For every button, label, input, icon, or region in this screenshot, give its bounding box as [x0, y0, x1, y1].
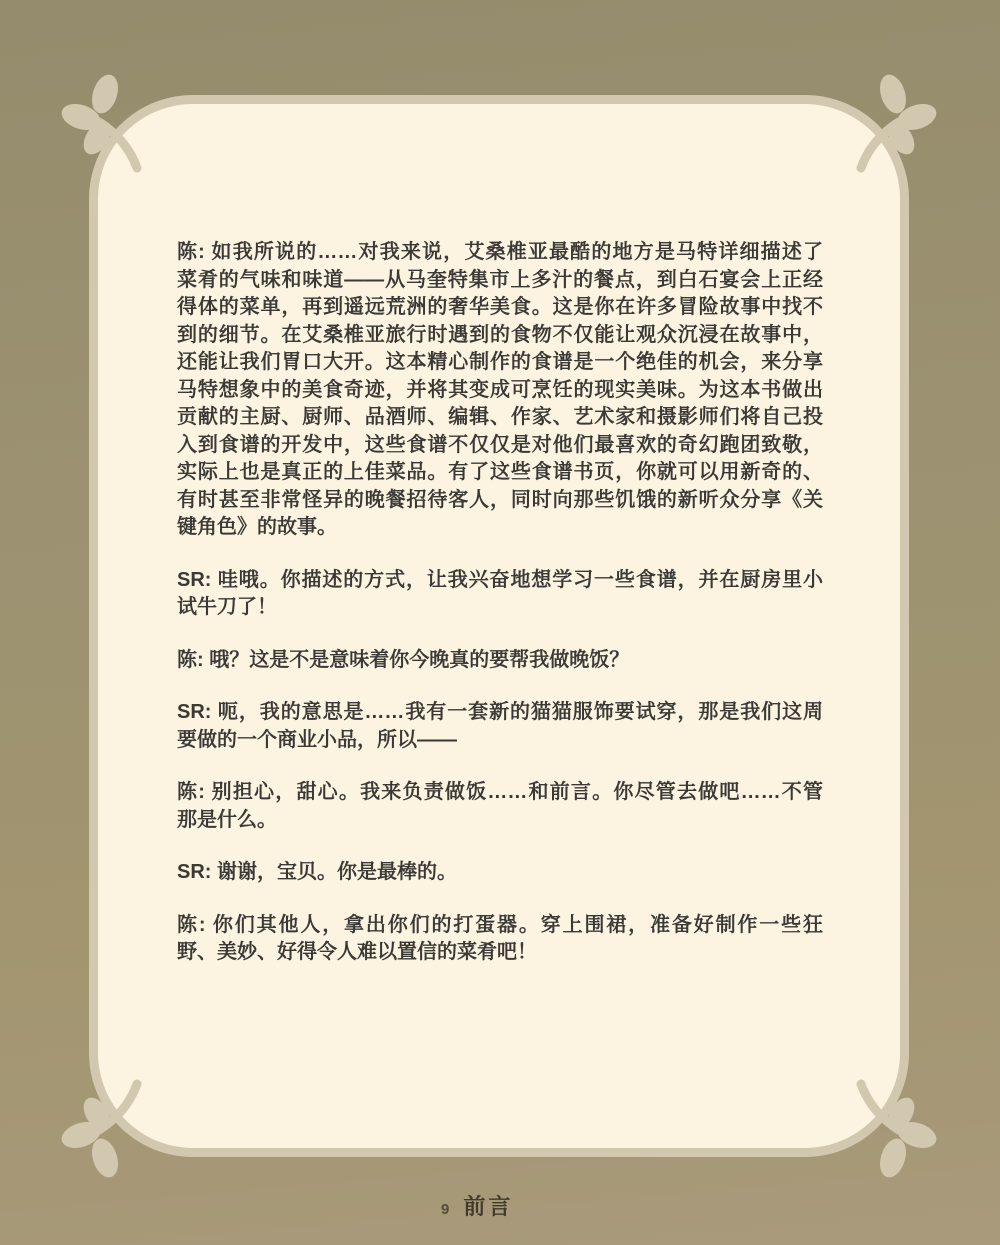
dialogue-paragraph: SR: 哇哦。你描述的方式，让我兴奋地想学习一些食谱，并在厨房里小 试牛刀了！ [177, 568, 823, 618]
corner-flourish-icon [861, 1084, 940, 1181]
dialogue-paragraph: 陈: 你们其他人，拿出你们的打蛋器。穿上围裙，准备好制作一些狂 野、美妙、好得令人难以置信的菜肴吧！ [177, 913, 823, 963]
section-title: 前言 [463, 1194, 514, 1219]
corner-flourish-icon [58, 1084, 137, 1181]
page-footer [441, 1190, 513, 1221]
dialogue-paragraph: 陈: 哦？这是不是意味着你今晚真的要帮我做晚饭？ [177, 648, 630, 671]
dialogue-paragraph: SR: 谢谢，宝贝。你是最棒的。 [177, 861, 457, 883]
dialogue-paragraph: SR: 呃，我的意思是……我有一套新的猫猫服饰要试穿，那是我们这周 要做的一个商业小品，所以—— [177, 701, 823, 751]
dialogue-paragraph: 陈: 如我所说的……对我来说，艾桑椎亚最酷的地方是马特详细描述了 菜肴的气味和味道——从马奎特集市上多汁的餐点，到白石宴会上正经 得体的菜单，再到遥远荒洲的奢华美食。这是你在许多冒险故事中找不 到的细节。在艾桑椎亚旅行时遇到的食物不仅能让观众沉浸在故事中， 还能让我们胃口大开。这本精心制作的食谱是一个绝佳的机会，来分享 马特想象中的美食奇迹，并将其变成可烹饪的现实美味。为这本书做出 贡献的主厨、厨师、品酒师、编辑、作家、艺术家和摄影师们将自己投 入到食谱的开发中，这些食谱不仅仅是对他们最喜欢的奇幻跑团致敬， 实际上也是真正的上佳菜品。有了这些食谱书页，你就可以用新奇的、 有时甚至非常怪异的晚餐招待客人，同时向那些饥饿的新听众分享《关 键角色》的故事。 [177, 241, 823, 538]
corner-flourish-icon [861, 71, 940, 168]
foreword-dialogue [177, 239, 823, 992]
corner-flourish-icon [58, 71, 137, 168]
page-number: 9 [441, 1201, 450, 1218]
dialogue-paragraph: 陈: 别担心，甜心。我来负责做饭……和前言。你尽管去做吧……不管 那是什么。 [177, 781, 823, 831]
